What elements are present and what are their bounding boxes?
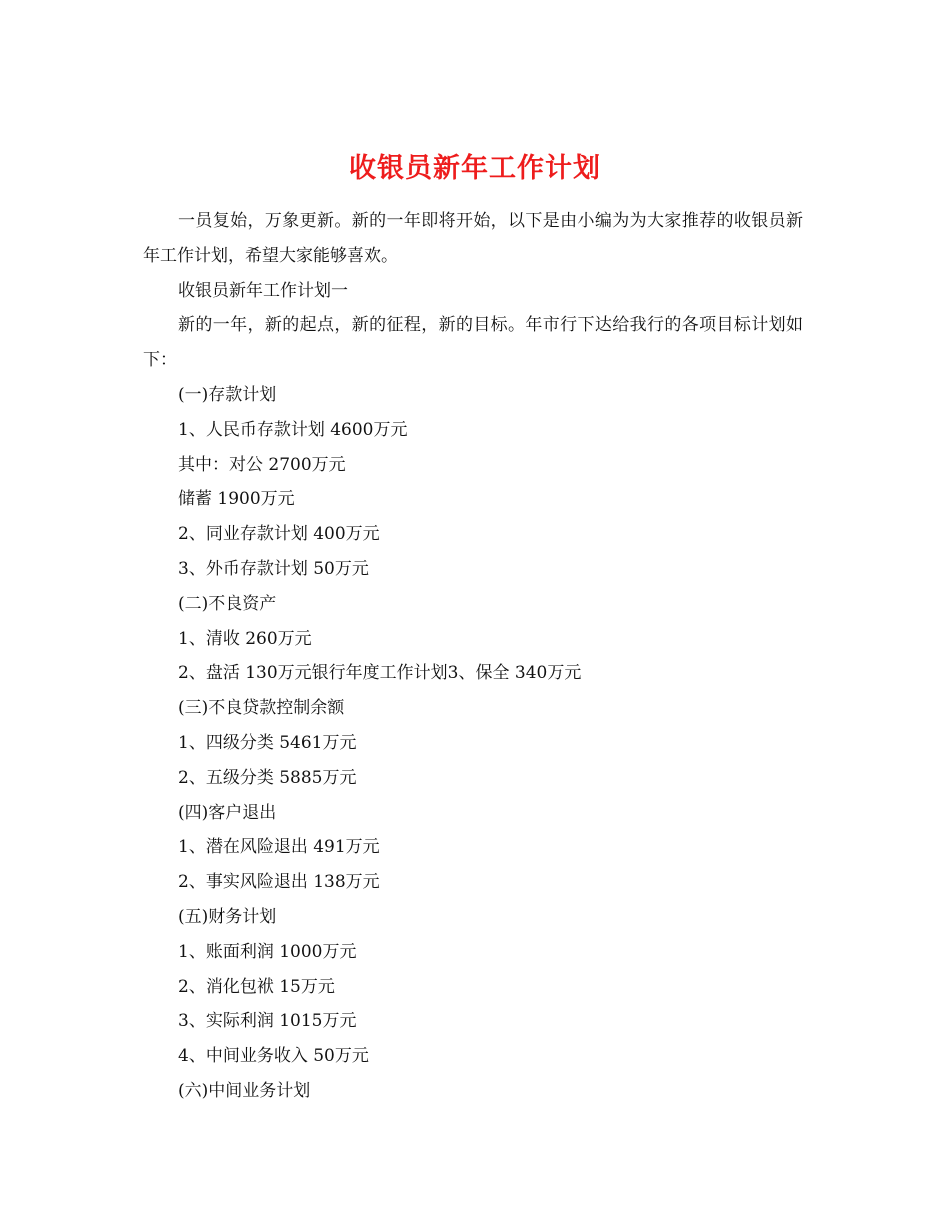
customer-exit-heading: (四)客户退出 [178,802,277,823]
deposit-item-corporate: 其中：对公 2700万元 [178,454,346,475]
section-heading: 收银员新年工作计划一 [178,280,348,301]
document-title: 收银员新年工作计划 [349,153,601,185]
bad-loan-heading: (三)不良贷款控制余额 [178,698,345,719]
finance-item-actual-profit: 3、实际利润 1015万元 [178,1011,357,1032]
intro-paragraph: 一员复始，万象更新。新的一年即将开始，以下是由小编为为大家推荐的收银员新年工作计划，希望大家能够喜欢。 [143,211,803,266]
document-body [143,204,803,1109]
finance-plan-heading: (五)财务计划 [178,906,277,927]
finance-item-burden: 2、消化包袱 15万元 [178,976,335,997]
goals-paragraph: 新的一年，新的起点，新的征程，新的目标。年市行下达给我行的各项目标计划如下： [143,315,803,371]
bad-assets-item-revitalize: 2、盘活 130万元银行年度工作计划3、保全 340万元 [178,663,582,684]
bad-loan-item-level5: 2、五级分类 5885万元 [178,767,357,788]
bad-assets-heading: (二)不良资产 [178,593,277,614]
deposit-item-interbank: 2、同业存款计划 400万元 [178,524,380,545]
deposit-item-foreign: 3、外币存款计划 50万元 [178,558,369,579]
bad-assets-item-collect: 1、清收 260万元 [178,628,312,649]
customer-exit-item-actual: 2、事实风险退出 138万元 [178,872,380,893]
deposit-item-rmb: 1、人民币存款计划 4600万元 [178,419,408,440]
deposit-item-savings: 储蓄 1900万元 [178,489,295,510]
finance-item-book-profit: 1、账面利润 1000万元 [178,941,357,962]
bad-loan-item-level4: 1、四级分类 5461万元 [178,732,357,753]
deposit-plan-heading: (一)存款计划 [178,384,277,405]
customer-exit-item-potential: 1、潜在风险退出 491万元 [178,837,380,858]
intermediary-plan-heading: (六)中间业务计划 [178,1080,311,1101]
finance-item-intermediary-income: 4、中间业务收入 50万元 [178,1046,369,1067]
